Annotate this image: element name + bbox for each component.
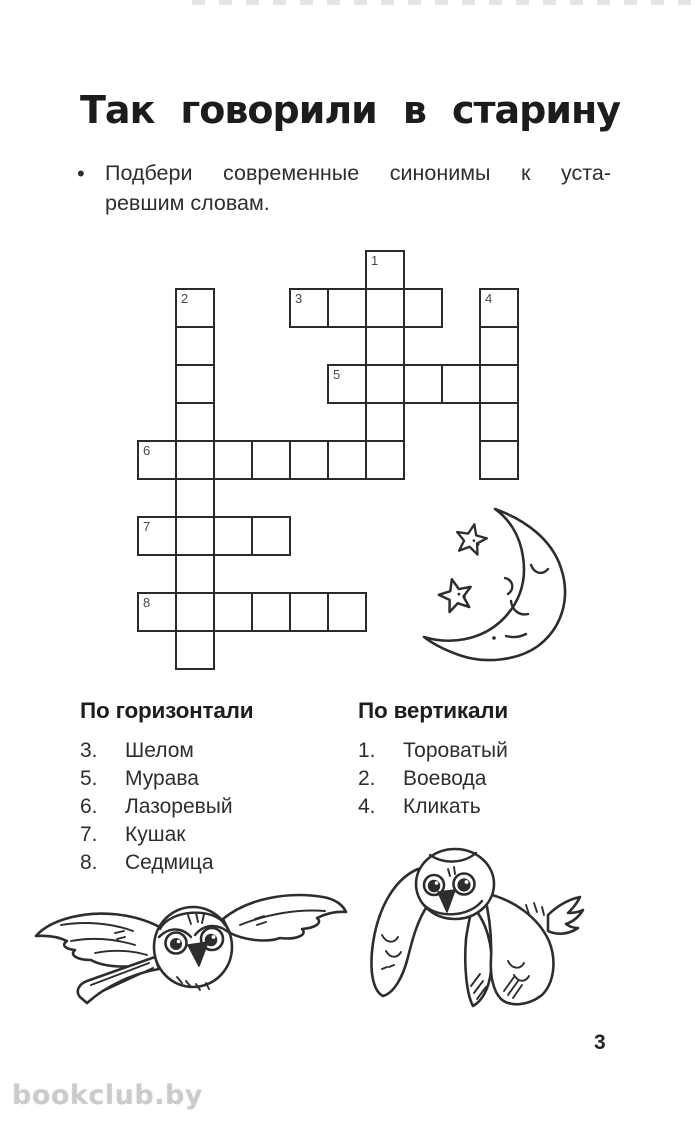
crossword-cell[interactable] — [289, 440, 329, 480]
crossword-cell[interactable] — [479, 364, 519, 404]
clue-word: Кушак — [125, 823, 186, 846]
crossword-cell[interactable] — [479, 326, 519, 366]
crossword-cell[interactable] — [251, 516, 291, 556]
crossword-cell[interactable] — [137, 516, 177, 556]
clue-number: 2. — [358, 767, 376, 790]
cell-number: 1 — [371, 253, 379, 268]
moon-with-stars-icon — [410, 497, 606, 669]
crossword-cell[interactable] — [327, 440, 367, 480]
crossword-cell[interactable] — [441, 364, 481, 404]
crossword-cell[interactable] — [365, 288, 405, 328]
crossword-cell[interactable] — [213, 516, 253, 556]
clue-number: 4. — [358, 795, 376, 818]
clues-across-section — [80, 698, 253, 877]
crossword-cell[interactable] — [175, 630, 215, 670]
crossword-cell[interactable] — [213, 592, 253, 632]
clue-number: 7. — [80, 823, 98, 846]
clue-word: Кликать — [403, 795, 481, 818]
crossword-cell[interactable] — [289, 592, 329, 632]
clue-item — [80, 765, 253, 793]
instruction-line-2: ревшим словам. — [105, 191, 270, 215]
cell-number: 8 — [143, 595, 151, 610]
crossword-cell[interactable] — [175, 592, 215, 632]
page-title: Так говорили в старину — [80, 88, 620, 132]
crossword-cell[interactable] — [213, 440, 253, 480]
cell-number: 4 — [485, 291, 493, 306]
cell-number: 7 — [143, 519, 151, 534]
crossword-cell[interactable] — [365, 364, 405, 404]
crossword-cell[interactable] — [365, 326, 405, 366]
crossword-cell[interactable] — [175, 402, 215, 442]
crossword-cell[interactable] — [403, 364, 443, 404]
crossword-cell[interactable] — [137, 592, 177, 632]
clues-down-section — [358, 698, 508, 821]
crossword-cell[interactable] — [175, 478, 215, 518]
crossword-cell[interactable] — [365, 402, 405, 442]
crossword-cell[interactable] — [327, 592, 367, 632]
crossword-cell[interactable] — [175, 440, 215, 480]
crossword-cell[interactable] — [403, 288, 443, 328]
flying-owl-left-icon — [25, 885, 350, 1013]
crossword-cell[interactable] — [365, 250, 405, 290]
clue-number: 8. — [80, 851, 98, 874]
clue-item — [80, 821, 253, 849]
clue-word: Воевода — [403, 767, 487, 790]
crossword-cell[interactable] — [251, 440, 291, 480]
crossword-cell[interactable] — [327, 288, 367, 328]
clue-word: Седмица — [125, 851, 214, 874]
clue-number: 1. — [358, 739, 376, 762]
instruction-bullet: • — [77, 161, 85, 186]
clue-item — [358, 793, 508, 821]
clue-item — [80, 737, 253, 765]
clue-number: 5. — [80, 767, 98, 790]
clue-item — [358, 765, 508, 793]
crossword-cell[interactable] — [175, 554, 215, 594]
watermark: bookclub.by — [12, 1080, 203, 1111]
clue-item — [358, 737, 508, 765]
flying-owl-right-icon — [358, 843, 585, 1015]
crossword-cell[interactable] — [175, 516, 215, 556]
crossword-cell[interactable] — [251, 592, 291, 632]
clue-word: Лазоревый — [125, 795, 233, 818]
instruction-text — [105, 158, 611, 218]
crossword-cell[interactable] — [175, 288, 215, 328]
crossword-cell[interactable] — [289, 288, 329, 328]
clue-number: 3. — [80, 739, 98, 762]
page-number: 3 — [594, 1031, 606, 1054]
crossword-cell[interactable] — [327, 364, 367, 404]
clue-word: Шелом — [125, 739, 194, 762]
cell-number: 5 — [333, 367, 341, 382]
scan-edge-artifact — [192, 0, 700, 5]
crossword-cell[interactable] — [175, 364, 215, 404]
clue-number: 6. — [80, 795, 98, 818]
crossword-cell[interactable] — [479, 440, 519, 480]
crossword-cell[interactable] — [137, 440, 177, 480]
cell-number: 6 — [143, 443, 151, 458]
instruction-line-1: Подбери современные синонимы к уста- — [105, 161, 611, 185]
clue-item — [80, 849, 253, 877]
clues-across-title: По горизонтали — [80, 698, 254, 723]
clue-word: Тороватый — [403, 739, 508, 762]
crossword-cell[interactable] — [479, 288, 519, 328]
clues-down-title: По вертикали — [358, 698, 509, 723]
clue-word: Мурава — [125, 767, 199, 790]
crossword-cell[interactable] — [365, 440, 405, 480]
crossword-cell[interactable] — [479, 402, 519, 442]
cell-number: 2 — [181, 291, 189, 306]
clue-item — [80, 793, 253, 821]
cell-number: 3 — [295, 291, 303, 306]
crossword-cell[interactable] — [175, 326, 215, 366]
